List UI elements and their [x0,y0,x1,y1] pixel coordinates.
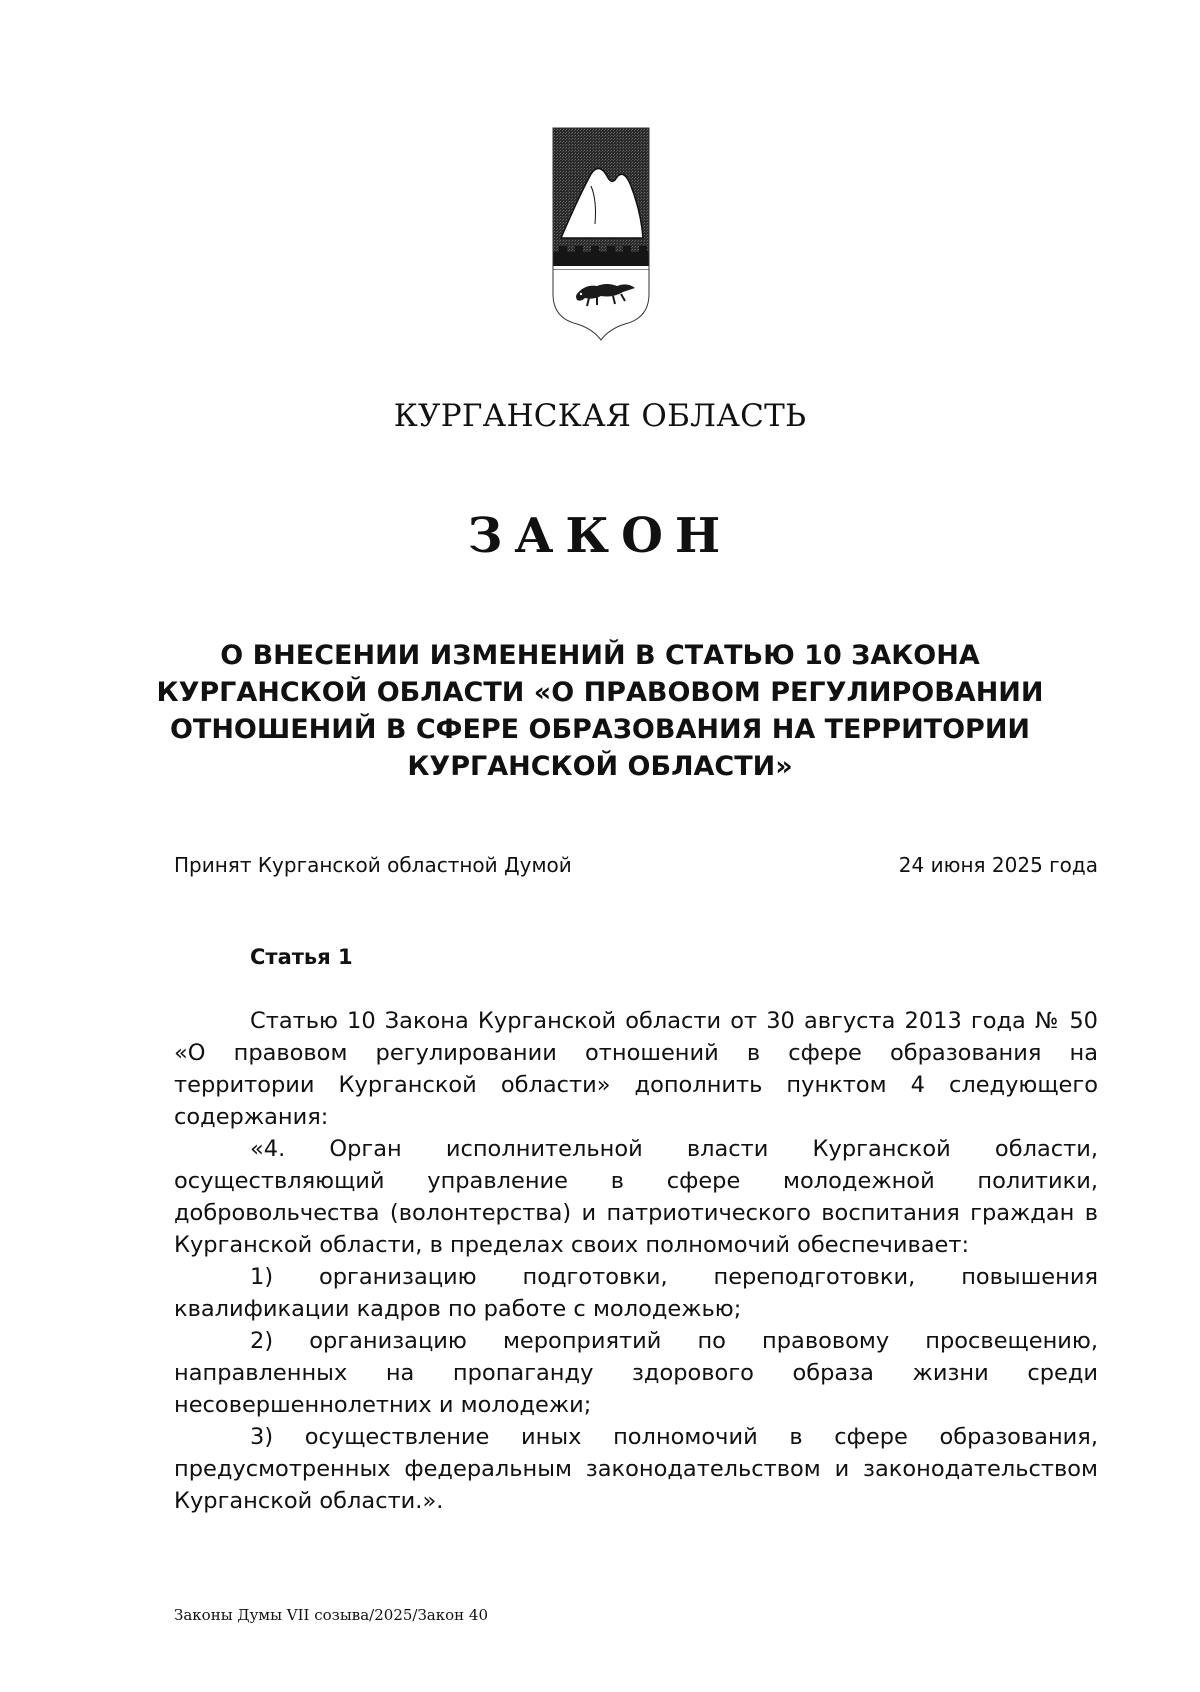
coat-of-arms-icon [551,126,651,358]
article-paragraph: 2) организацию мероприятий по правовому просвещению, направленных на пропаганду здорового образа жизни среди несовершеннолетних и молодежи; [174,1328,1098,1418]
law-subject-line: КУРГАНСКОЙ ОБЛАСТИ «О ПРАВОВОМ РЕГУЛИРОВАНИИ [156,677,1044,708]
adopted-date: 24 июня 2025 года [898,853,1098,877]
law-subject [130,637,1070,785]
adopted-by: Принят Курганской областной Думой [174,853,572,877]
region-name: КУРГАНСКАЯ ОБЛАСТЬ [393,398,807,434]
article-paragraph: Статью 10 Закона Курганской области от 30 августа 2013 года № 50 «О правовом регулировании отношений в сфере образования на территории Курганской области» дополнить пунктом 4 следующего содержания: [174,1008,1098,1130]
article-heading: Статья 1 [250,945,353,969]
adoption-info [174,853,1098,877]
document-type-title: ЗАКОН [467,508,733,564]
article-body [174,1005,1098,1517]
document-reference: Законы Думы VII созыва/2025/Закон 40 [174,1606,489,1624]
law-subject-line: О ВНЕСЕНИИ ИЗМЕНЕНИЙ В СТАТЬЮ 10 ЗАКОНА [220,640,980,671]
law-subject-line: ОТНОШЕНИЙ В СФЕРЕ ОБРАЗОВАНИЯ НА ТЕРРИТОРИИ [169,714,1031,745]
article-paragraph: 1) организацию подготовки, переподготовки, повышения квалификации кадров по работе с молодежью; [174,1264,1098,1322]
article-paragraph: 3) осуществление иных полномочий в сфере образования, предусмотренных федеральным законодательством и законодательством Курганской области.». [174,1424,1098,1514]
law-subject-line: КУРГАНСКОЙ ОБЛАСТИ» [407,751,793,782]
article-paragraph: «4. Орган исполнительной власти Курганской области, осуществляющий управление в сфере молодежной политики, добровольчества (волонтерства) и патриотического воспитания граждан в Курганской области, в пределах своих полномочий обеспечивает: [174,1136,1098,1258]
